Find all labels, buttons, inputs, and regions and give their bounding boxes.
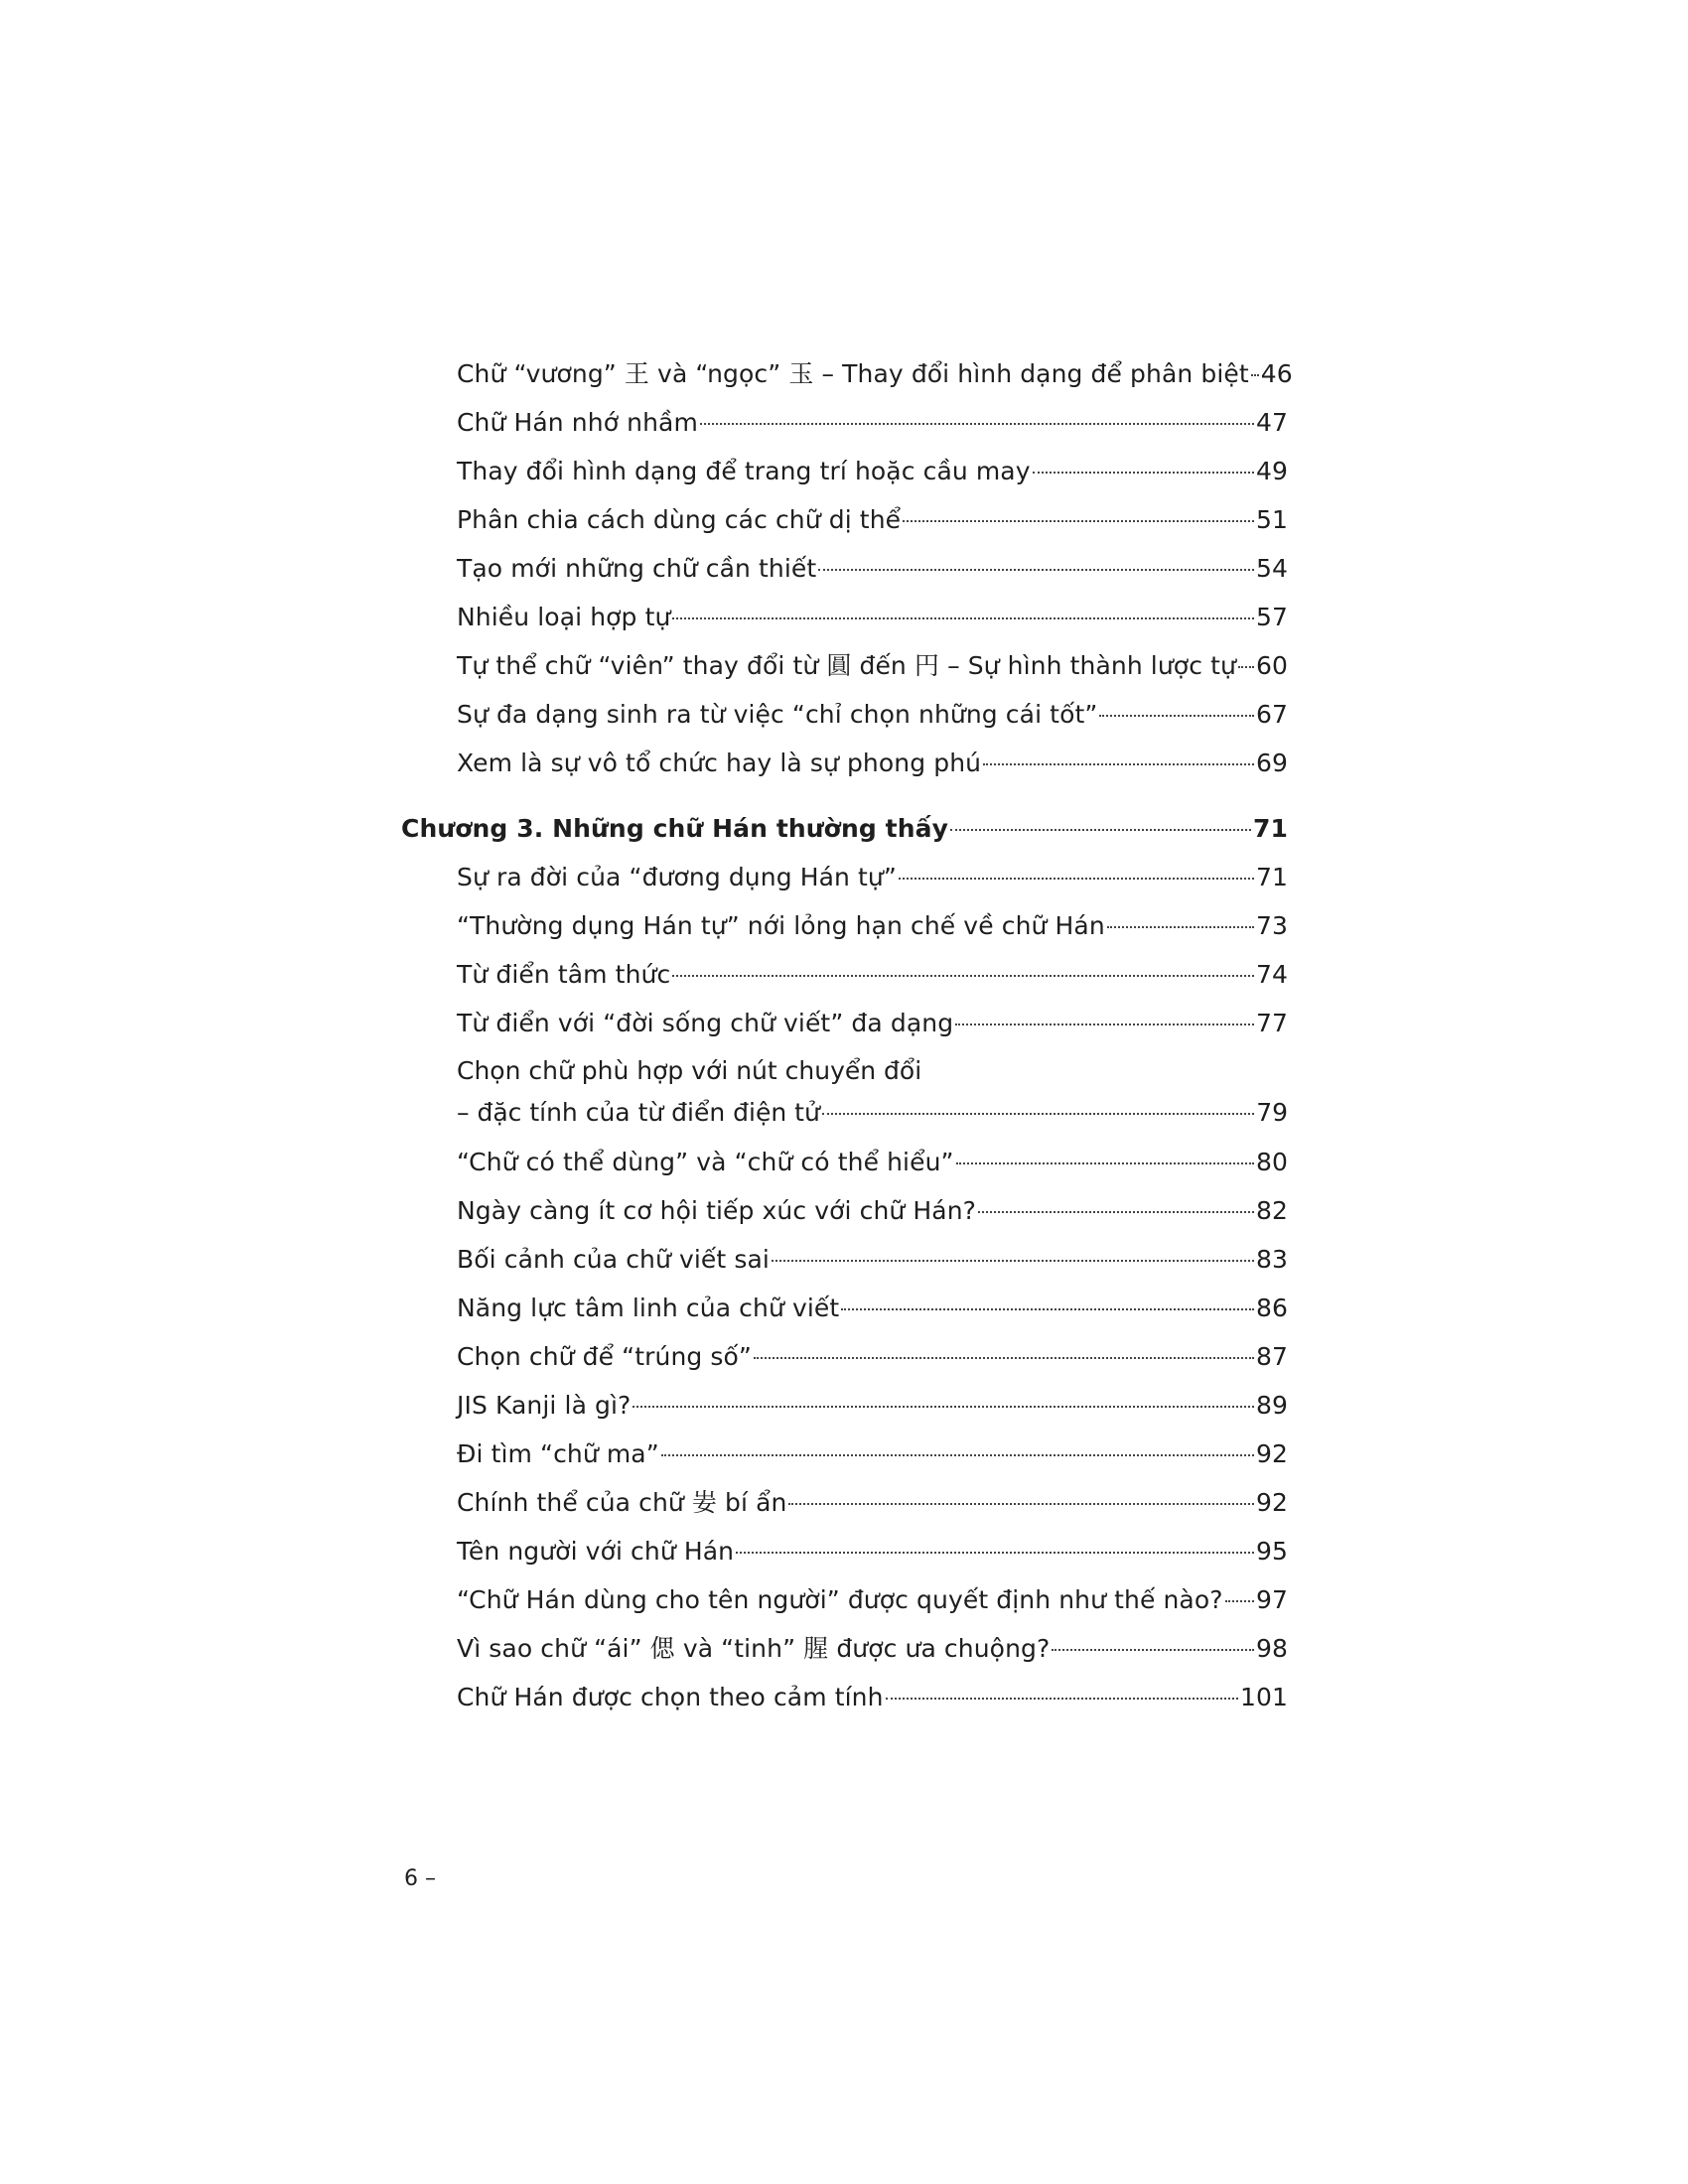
chapter-title: Chương 3. Những chữ Hán thường thấy	[401, 814, 948, 843]
toc-entry-page: 95	[1255, 1537, 1288, 1566]
toc-entry-page: 82	[1255, 1196, 1288, 1225]
dot-leader	[1033, 472, 1254, 474]
toc-entry-label: Từ điển tâm thức	[457, 960, 671, 989]
toc-entry-page: 73	[1255, 911, 1288, 940]
toc-entry	[457, 641, 1288, 690]
toc-entry-page: 74	[1255, 960, 1288, 989]
toc-entry-label: Chọn chữ để “trúng số”	[457, 1342, 752, 1371]
page-number-footer: 6 –	[404, 1866, 436, 1891]
toc-entry	[457, 1575, 1288, 1624]
toc-entry-page: 97	[1255, 1585, 1288, 1614]
dot-leader	[1225, 1600, 1254, 1602]
toc-entry-page: 71	[1255, 863, 1288, 891]
dot-leader	[955, 1024, 1254, 1025]
toc-entry	[457, 1381, 1288, 1430]
toc-entry-label: Bối cảnh của chữ viết sai	[457, 1245, 770, 1274]
toc-entry-page: 98	[1255, 1634, 1288, 1663]
toc-entry	[457, 447, 1288, 495]
dot-leader	[950, 829, 1251, 831]
toc-entry-page: 46	[1260, 359, 1293, 388]
toc-entry-page: 92	[1255, 1439, 1288, 1468]
toc-entry-label: Đi tìm “chữ ma”	[457, 1439, 659, 1468]
dot-leader	[633, 1406, 1254, 1408]
table-of-contents	[401, 349, 1293, 1721]
toc-entry-page: 80	[1255, 1148, 1288, 1176]
toc-entry-two-line	[457, 1050, 1288, 1134]
dot-leader	[886, 1698, 1238, 1700]
toc-entry	[457, 999, 1288, 1047]
toc-entry-page: 57	[1255, 603, 1288, 631]
dot-leader	[841, 1308, 1254, 1310]
dot-leader	[700, 423, 1254, 425]
toc-entry	[457, 1673, 1288, 1721]
dot-leader	[772, 1260, 1254, 1262]
toc-entry-label-line2: – đặc tính của từ điển điện tử	[457, 1098, 820, 1127]
dot-leader	[818, 569, 1254, 571]
toc-entry	[457, 1478, 1288, 1527]
toc-entry-page: 89	[1255, 1391, 1288, 1420]
toc-entry	[457, 853, 1288, 901]
toc-entry-page: 60	[1255, 651, 1288, 680]
toc-entry-label: Phân chia cách dùng các chữ dị thể	[457, 505, 902, 534]
toc-entry-page: 83	[1255, 1245, 1288, 1274]
dot-leader	[903, 520, 1254, 522]
toc-entry	[457, 1527, 1288, 1575]
dot-leader	[822, 1113, 1254, 1115]
toc-entry-page: 67	[1255, 700, 1288, 729]
toc-entry-label: Tạo mới những chữ cần thiết	[457, 554, 817, 583]
toc-entry-label: Sự ra đời của “đương dụng Hán tự”	[457, 863, 897, 891]
toc-entry-label: Xem là sự vô tổ chức hay là sự phong phú	[457, 749, 982, 777]
toc-entry	[457, 593, 1288, 641]
toc-entry-label: “Thường dụng Hán tự” nới lỏng hạn chế về chữ Hán	[457, 911, 1105, 940]
dot-leader	[672, 617, 1254, 619]
toc-entry	[457, 901, 1288, 950]
toc-entry-label: Vì sao chữ “ái” 偲 và “tinh” 腥 được ưa chuộng?	[457, 1634, 1051, 1663]
toc-entry-page: 92	[1255, 1488, 1288, 1517]
toc-entry-label: Chính thể của chữ 妛 bí ẩn	[457, 1488, 787, 1517]
toc-entry	[457, 1235, 1288, 1284]
toc-entry	[457, 1138, 1288, 1186]
toc-entry-page: 54	[1255, 554, 1288, 583]
toc-entry-label: Năng lực tâm linh của chữ viết	[457, 1294, 840, 1322]
toc-entry-page: 47	[1255, 408, 1288, 437]
dot-leader	[978, 1211, 1254, 1213]
toc-entry-label: Từ điển với “đời sống chữ viết” đa dạng	[457, 1009, 954, 1037]
dot-leader	[983, 763, 1254, 765]
dot-leader	[1238, 666, 1254, 668]
toc-entry	[457, 690, 1288, 739]
toc-entry	[457, 349, 1293, 398]
toc-entry-page: 101	[1239, 1683, 1288, 1711]
toc-entry-label-line1: Chọn chữ phù hợp với nút chuyển đổi	[457, 1056, 922, 1085]
toc-entry	[457, 1332, 1288, 1381]
dot-leader	[788, 1503, 1254, 1505]
toc-entry	[457, 495, 1288, 544]
toc-entry-label: Ngày càng ít cơ hội tiếp xúc với chữ Hán?	[457, 1196, 977, 1225]
toc-entry	[457, 950, 1288, 999]
chapter-page: 71	[1253, 814, 1288, 843]
dot-leader	[1107, 926, 1254, 928]
toc-entry	[457, 1624, 1288, 1673]
dot-leader	[754, 1357, 1254, 1359]
toc-entry-label: Nhiều loại hợp tự	[457, 603, 671, 631]
dot-leader	[1099, 715, 1254, 717]
toc-entry-page: 87	[1255, 1342, 1288, 1371]
dot-leader	[672, 975, 1254, 977]
toc-entry-page: 86	[1255, 1294, 1288, 1322]
toc-entry	[457, 398, 1288, 447]
toc-entry-label: Chữ Hán được chọn theo cảm tính	[457, 1683, 884, 1711]
toc-entry-page: 77	[1255, 1009, 1288, 1037]
toc-entry	[457, 1284, 1288, 1332]
dot-leader	[899, 878, 1254, 880]
toc-entry-page: 49	[1255, 457, 1288, 485]
dot-leader	[661, 1454, 1254, 1456]
dot-leader	[1251, 374, 1259, 376]
toc-entry-label: Tự thể chữ “viên” thay đổi từ 圓 đến 円 – Sự hình thành lược tự	[457, 651, 1236, 680]
toc-entry	[457, 739, 1288, 787]
toc-entry-label: Chữ “vương” 王 và “ngọc” 玉 – Thay đổi hình dạng để phân biệt	[457, 359, 1249, 388]
dot-leader	[1052, 1649, 1254, 1651]
toc-entry-page: 51	[1255, 505, 1288, 534]
toc-entry	[457, 1430, 1288, 1478]
toc-entry-label: JIS Kanji là gì?	[457, 1391, 632, 1420]
toc-entry	[457, 1186, 1288, 1235]
toc-entry-label: Tên người với chữ Hán	[457, 1537, 735, 1566]
toc-entry-page: 79	[1256, 1098, 1288, 1127]
toc-entry-label: “Chữ Hán dùng cho tên người” được quyết định như thế nào?	[457, 1585, 1223, 1614]
toc-entry	[457, 544, 1288, 593]
toc-chapter-heading	[401, 804, 1288, 853]
toc-entry-label: Thay đổi hình dạng để trang trí hoặc cầu may	[457, 457, 1031, 485]
toc-entry-page: 69	[1255, 749, 1288, 777]
dot-leader	[956, 1162, 1254, 1164]
toc-entry-label: Sự đa dạng sinh ra từ việc “chỉ chọn những cái tốt”	[457, 700, 1098, 729]
toc-entry-label: “Chữ có thể dùng” và “chữ có thể hiểu”	[457, 1148, 954, 1176]
toc-entry-label: Chữ Hán nhớ nhầm	[457, 408, 698, 437]
dot-leader	[736, 1552, 1254, 1554]
